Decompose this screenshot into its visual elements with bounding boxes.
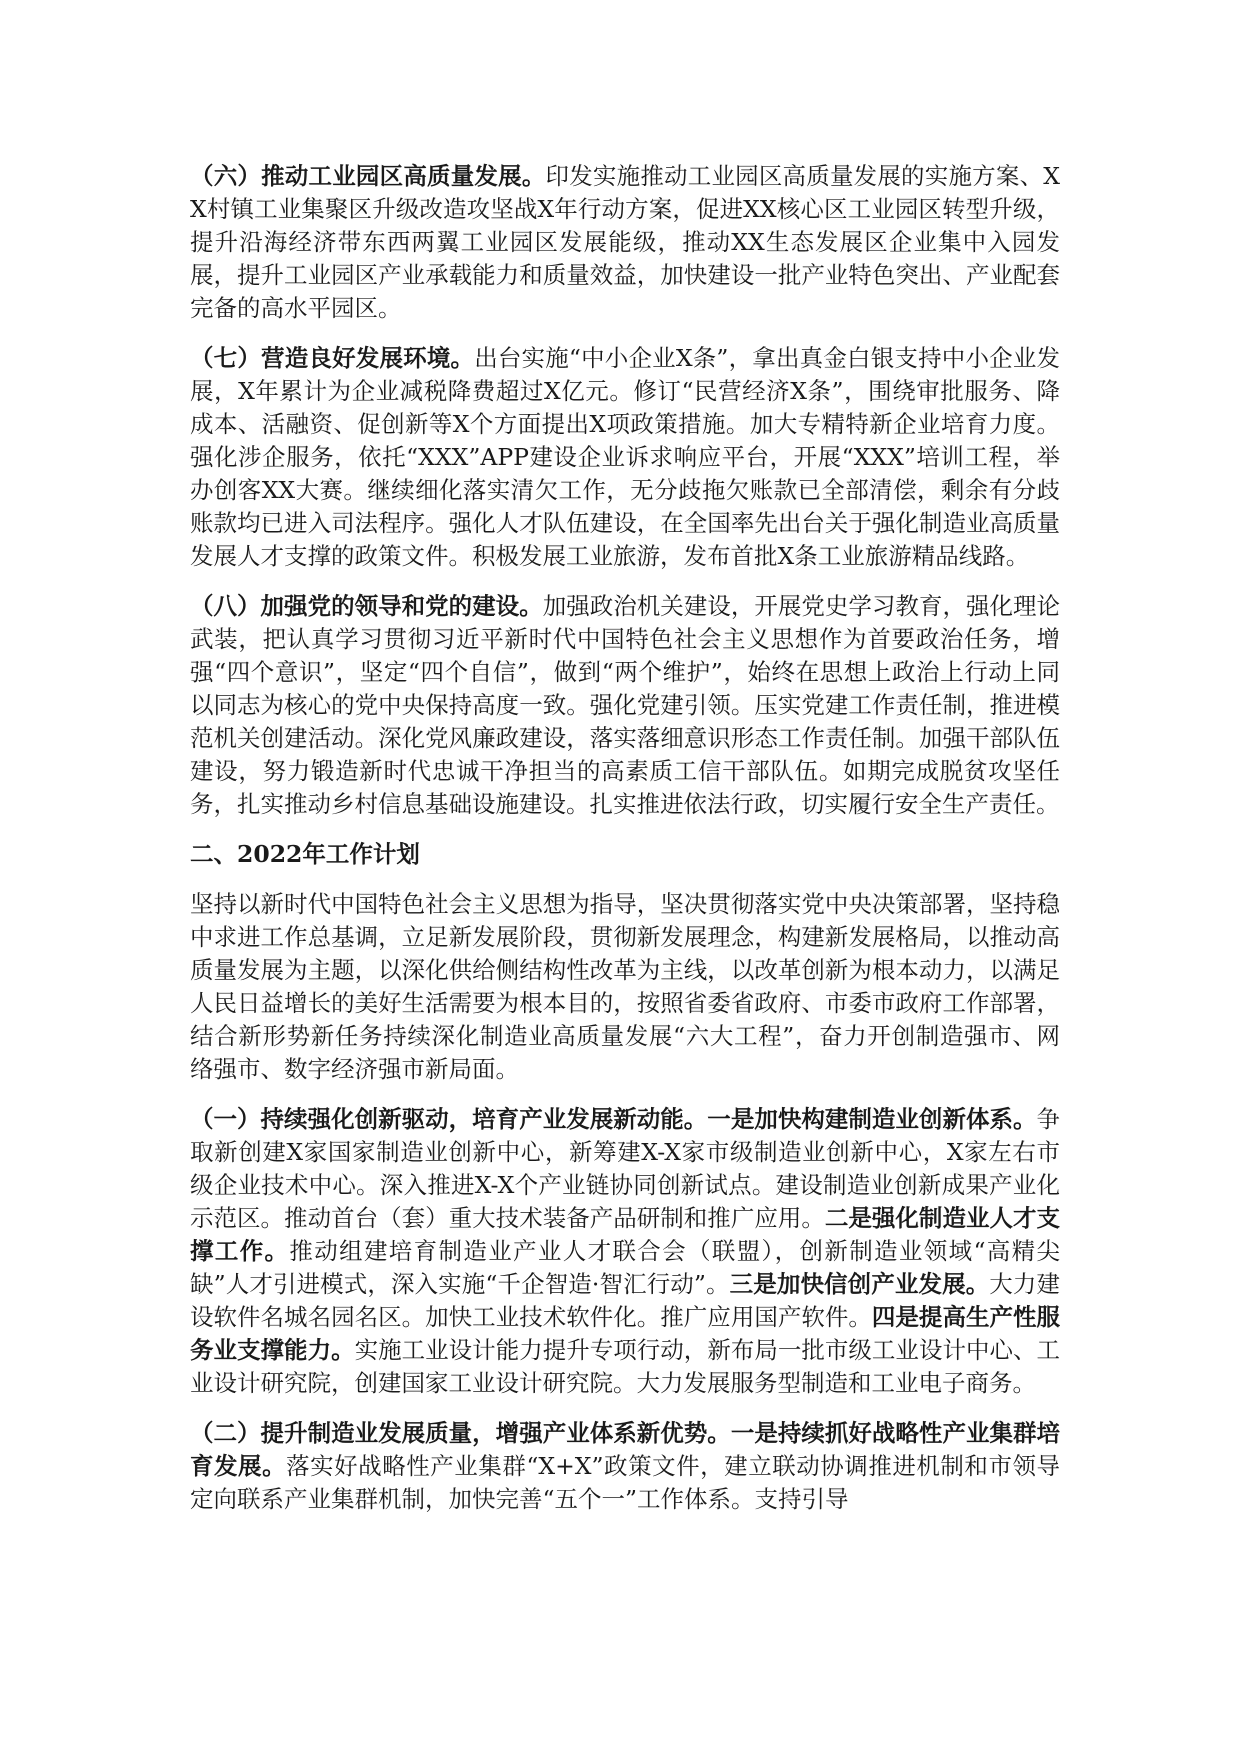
paragraph-six-industrial-parks (190, 160, 1060, 325)
paragraph-body: 争取新创建X家国家制造业创新中心，新筹建X-X家市级制造业创新中心，X家左右市级企业技术中心。深入推进X-X个产业链协同创新试点。建设制造业创新成果产业化示范区。推动首台（套）重大技术装备产品研制和推广应用。 (190, 1105, 1060, 1232)
paragraph-heading: （二）提升制造业发展质量，增强产业体系新优势。一是持续抓好战略性产业集群培育发展。 (190, 1419, 1060, 1480)
paragraph-body: 出台实施“中小企业X条”，拿出真金白银支持中小企业发展，X年累计为企业减税降费超过X亿元。修订“民营经济X条”，围绕审批服务、降成本、活融资、促创新等X个方面提出X项政策措施。加大专精特新企业培育力度。强化涉企服务，依托“XXX”APP建设企业诉求响应平台，开展“XXX”培训工程，举办创客XX大赛。继续细化落实清欠工作，无分歧拖欠账款已全部清偿，剩余有分歧账款均已进入司法程序。强化人才队伍建设，在全国率先出台关于强化制造业高质量发展人才支撑的政策文件。积极发展工业旅游，发布首批X条工业旅游精品线路。 (190, 344, 1060, 570)
paragraph-heading: （六）推动工业园区高质量发展。 (190, 162, 546, 190)
paragraph-heading: （八）加强党的领导和党的建设。 (190, 592, 543, 620)
paragraph-body: 大力建设软件名城名园名区。加快工业技术软件化。推广应用国产软件。 (190, 1270, 1061, 1331)
paragraph-heading: （七）营造良好发展环境。 (190, 344, 475, 372)
document-page (190, 160, 1060, 1533)
paragraph-plan-intro (190, 888, 1060, 1086)
paragraph-eight-party-building (190, 590, 1060, 821)
paragraph-plan-one-innovation (190, 1103, 1060, 1400)
subpoint-heading-three: 三是加快信创产业发展。 (729, 1270, 990, 1298)
paragraph-body: 落实好战略性产业集群“X+X”政策文件，建立联动协调推进机制和市领导定向联系产业集群机制，加快完善“五个一”工作体系。支持引导 (190, 1452, 1061, 1513)
paragraph-seven-environment (190, 342, 1060, 573)
paragraph-heading: （一）持续强化创新驱动，培育产业发展新动能。一是加快构建制造业创新体系。 (190, 1105, 1037, 1133)
paragraph-body: 坚持以新时代中国特色社会主义思想为指导，坚决贯彻落实党中央决策部署，坚持稳中求进工作总基调，立足新发展阶段，贯彻新发展理念，构建新发展格局，以推动高质量发展为主题，以深化供给侧结构性改革为主线，以改革创新为根本动力，以满足人民日益增长的美好生活需要为根本目的，按照省委省政府、市委市政府工作部署，结合新形势新任务持续深化制造业高质量发展“六大工程”，奋力开创制造强市、网络强市、数字经济强市新局面。 (190, 890, 1060, 1083)
paragraph-body: 实施工业设计能力提升专项行动，新布局一批市级工业设计中心、工业设计研究院，创建国家工业设计研究院。大力发展服务型制造和工业电子商务。 (190, 1336, 1061, 1397)
subpoint-heading-four: 四是提高生产性服务业支撑能力。 (190, 1303, 1061, 1364)
subpoint-heading-two: 二是强化制造业人才支撑工作。 (190, 1204, 1060, 1265)
paragraph-body: 加强政治机关建设，开展党史学习教育，强化理论武装，把认真学习贯彻习近平新时代中国特色社会主义思想作为首要政治任务，增强“四个意识”，坚定“四个自信”，做到“两个维护”，始终在思想上政治上行动上同以同志为核心的党中央保持高度一致。强化党建引领。压实党建工作责任制，推进模范机关创建活动。深化党风廉政建设，落实落细意识形态工作责任制。加强干部队伍建设，努力锻造新时代忠诚干净担当的高素质工信干部队伍。如期完成脱贫攻坚任务，扎实推动乡村信息基础设施建设。扎实推进依法行政，切实履行安全生产责任。 (190, 592, 1061, 818)
paragraph-body: 推动组建培育制造业产业人才联合会（联盟），创新制造业领域“高精尖缺”人才引进模式，深入实施“千企智造·智汇行动”。 (190, 1237, 1061, 1298)
paragraph-plan-two-quality (190, 1417, 1060, 1516)
paragraph-body: 印发实施推动工业园区高质量发展的实施方案、XX村镇工业集聚区升级改造攻坚战X年行动方案，促进XX核心区工业园区转型升级，提升沿海经济带东西两翼工业园区发展能级，推动XX生态发展区企业集中入园发展，提升工业园区产业承载能力和质量效益，加快建设一批产业特色突出、产业配套完备的高水平园区。 (190, 162, 1060, 322)
section-heading-2022-plan: 二、2022年工作计划 (190, 840, 420, 868)
